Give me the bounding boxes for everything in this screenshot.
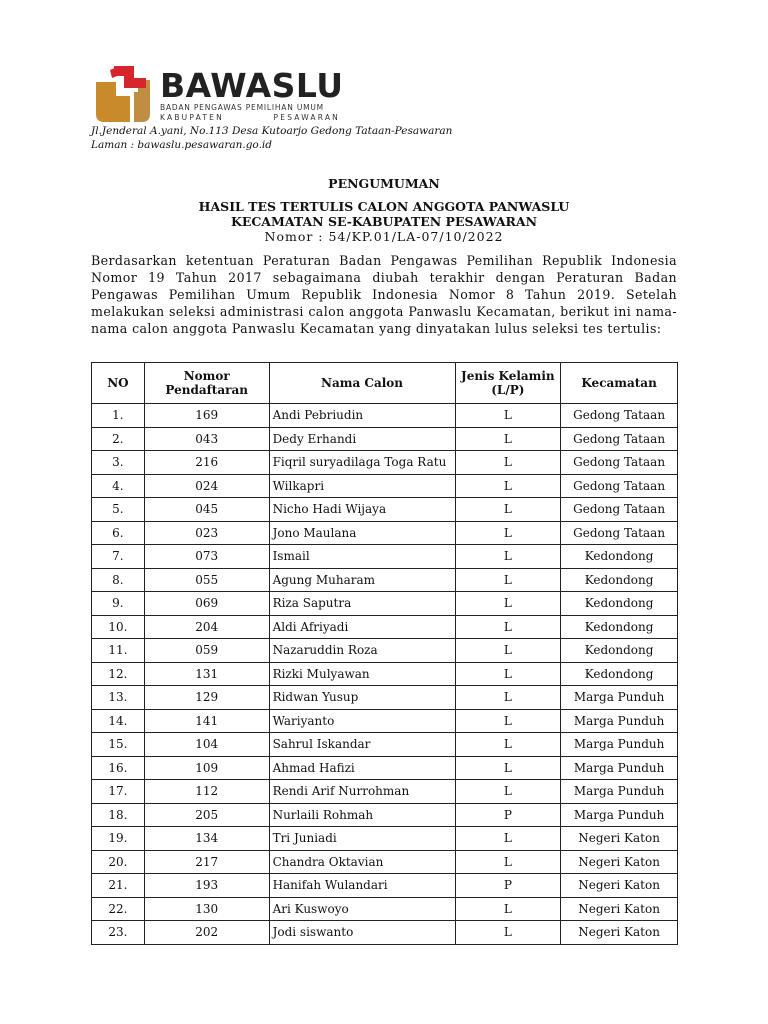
- table-row: [92, 662, 678, 686]
- cell-jenis-kelamin: L: [455, 474, 561, 498]
- table-row: [92, 451, 678, 475]
- cell-nomor-pendaftaran: 131: [144, 662, 269, 686]
- cell-jenis-kelamin: L: [455, 592, 561, 616]
- cell-nomor-pendaftaran: 205: [144, 803, 269, 827]
- column-header-nomor-pendaftaran: Nomor Pendaftaran: [144, 363, 269, 404]
- cell-nomor-pendaftaran: 109: [144, 756, 269, 780]
- column-header-kecamatan: Kecamatan: [561, 363, 678, 404]
- cell-nama-calon: Andi Pebriudin: [269, 404, 455, 428]
- table-row: [92, 427, 678, 451]
- cell-nomor-pendaftaran: 204: [144, 615, 269, 639]
- cell-nomor-pendaftaran: 130: [144, 897, 269, 921]
- cell-nomor-pendaftaran: 104: [144, 733, 269, 757]
- cell-kecamatan: Gedong Tataan: [561, 521, 678, 545]
- cell-kecamatan: Kedondong: [561, 568, 678, 592]
- cell-nama-calon: Ari Kuswoyo: [269, 897, 455, 921]
- cell-no: 18.: [92, 803, 145, 827]
- column-header-jenis-kelamin: Jenis Kelamin (L/P): [455, 363, 561, 404]
- cell-kecamatan: Marga Punduh: [561, 803, 678, 827]
- title-line-2: KECAMATAN SE-KABUPATEN PESAWARAN: [230, 214, 538, 229]
- cell-kecamatan: Negeri Katon: [561, 827, 678, 851]
- brand-region-right: PESAWARAN: [273, 113, 340, 122]
- cell-nomor-pendaftaran: 169: [144, 404, 269, 428]
- table-row: [92, 733, 678, 757]
- cell-nama-calon: Nurlaili Rohmah: [269, 803, 455, 827]
- cell-no: 2.: [92, 427, 145, 451]
- cell-nomor-pendaftaran: 043: [144, 427, 269, 451]
- cell-nomor-pendaftaran: 202: [144, 921, 269, 945]
- table-row: [92, 850, 678, 874]
- cell-kecamatan: Negeri Katon: [561, 874, 678, 898]
- cell-nama-calon: Agung Muharam: [269, 568, 455, 592]
- intro-paragraph: Berdasarkan ketentuan Peraturan Badan Pengawas Pemilihan Republik Indonesia Nomor 19 Tahun 2017 sebagaimana diubah terakhir dengan Peraturan Badan Pengawas Pemilihan Umum Republik Indonesia Nomor 8 Tahun 2019. Setelah melakukan seleksi administrasi calon anggota Panwaslu Kecamatan, berikut ini nama-nama calon anggota Panwaslu Kecamatan yang dinyatakan lulus seleksi tes tertulis:: [91, 253, 677, 336]
- table-row: [92, 568, 678, 592]
- cell-no: 22.: [92, 897, 145, 921]
- cell-nomor-pendaftaran: 045: [144, 498, 269, 522]
- cell-no: 1.: [92, 404, 145, 428]
- table-row: [92, 404, 678, 428]
- cell-nomor-pendaftaran: 059: [144, 639, 269, 663]
- cell-jenis-kelamin: L: [455, 451, 561, 475]
- cell-jenis-kelamin: L: [455, 639, 561, 663]
- cell-kecamatan: Gedong Tataan: [561, 451, 678, 475]
- cell-kecamatan: Gedong Tataan: [561, 498, 678, 522]
- cell-no: 11.: [92, 639, 145, 663]
- cell-nomor-pendaftaran: 129: [144, 686, 269, 710]
- cell-kecamatan: Negeri Katon: [561, 850, 678, 874]
- cell-jenis-kelamin: L: [455, 780, 561, 804]
- cell-jenis-kelamin: L: [455, 921, 561, 945]
- table-row: [92, 521, 678, 545]
- table-header-row: [92, 363, 678, 404]
- cell-nama-calon: Jodi siswanto: [269, 921, 455, 945]
- cell-kecamatan: Gedong Tataan: [561, 427, 678, 451]
- cell-nama-calon: Rendi Arif Nurrohman: [269, 780, 455, 804]
- cell-no: 14.: [92, 709, 145, 733]
- cell-jenis-kelamin: P: [455, 803, 561, 827]
- cell-no: 6.: [92, 521, 145, 545]
- table-row: [92, 780, 678, 804]
- cell-no: 20.: [92, 850, 145, 874]
- announcement-number: Nomor : 54/KP.01/LA-07/10/2022: [264, 229, 504, 244]
- address-block: [91, 124, 452, 152]
- brand-subtitle: BADAN PENGAWAS PEMILIHAN UMUM: [160, 103, 324, 112]
- table-row: [92, 803, 678, 827]
- table-row: [92, 498, 678, 522]
- cell-no: 19.: [92, 827, 145, 851]
- cell-no: 10.: [92, 615, 145, 639]
- brand-region: [160, 113, 340, 123]
- cell-no: 4.: [92, 474, 145, 498]
- cell-no: 12.: [92, 662, 145, 686]
- cell-nama-calon: Nicho Hadi Wijaya: [269, 498, 455, 522]
- table-row: [92, 827, 678, 851]
- cell-nama-calon: Aldi Afriyadi: [269, 615, 455, 639]
- cell-kecamatan: Kedondong: [561, 662, 678, 686]
- cell-nama-calon: Sahrul Iskandar: [269, 733, 455, 757]
- brand-name: BAWASLU: [160, 66, 344, 105]
- results-table: [91, 362, 678, 945]
- cell-nama-calon: Nazaruddin Roza: [269, 639, 455, 663]
- cell-kecamatan: Kedondong: [561, 615, 678, 639]
- table-row: [92, 756, 678, 780]
- cell-no: 21.: [92, 874, 145, 898]
- cell-nomor-pendaftaran: 024: [144, 474, 269, 498]
- cell-jenis-kelamin: L: [455, 521, 561, 545]
- cell-jenis-kelamin: L: [455, 498, 561, 522]
- cell-kecamatan: Marga Punduh: [561, 780, 678, 804]
- cell-nama-calon: Ridwan Yusup: [269, 686, 455, 710]
- cell-no: 9.: [92, 592, 145, 616]
- cell-nama-calon: Fiqril suryadilaga Toga Ratu: [269, 451, 455, 475]
- table-row: [92, 474, 678, 498]
- cell-no: 23.: [92, 921, 145, 945]
- table-row: [92, 545, 678, 569]
- table-row: [92, 921, 678, 945]
- bawaslu-logo-icon: [92, 62, 156, 126]
- cell-nomor-pendaftaran: 023: [144, 521, 269, 545]
- table-row: [92, 615, 678, 639]
- cell-no: 17.: [92, 780, 145, 804]
- brand-region-left: KABUPATEN: [160, 113, 224, 122]
- cell-no: 3.: [92, 451, 145, 475]
- cell-kecamatan: Marga Punduh: [561, 709, 678, 733]
- cell-nomor-pendaftaran: 112: [144, 780, 269, 804]
- cell-nomor-pendaftaran: 134: [144, 827, 269, 851]
- column-header-nama-calon: Nama Calon: [269, 363, 455, 404]
- cell-jenis-kelamin: L: [455, 662, 561, 686]
- cell-jenis-kelamin: L: [455, 756, 561, 780]
- cell-nama-calon: Wariyanto: [269, 709, 455, 733]
- cell-kecamatan: Kedondong: [561, 545, 678, 569]
- cell-jenis-kelamin: L: [455, 709, 561, 733]
- cell-nomor-pendaftaran: 073: [144, 545, 269, 569]
- cell-jenis-kelamin: L: [455, 733, 561, 757]
- cell-jenis-kelamin: L: [455, 615, 561, 639]
- table-row: [92, 709, 678, 733]
- cell-kecamatan: Gedong Tataan: [561, 404, 678, 428]
- cell-kecamatan: Negeri Katon: [561, 897, 678, 921]
- cell-nomor-pendaftaran: 193: [144, 874, 269, 898]
- cell-nama-calon: Ismail: [269, 545, 455, 569]
- cell-jenis-kelamin: L: [455, 568, 561, 592]
- announcement-title: [0, 176, 768, 244]
- cell-nomor-pendaftaran: 055: [144, 568, 269, 592]
- address-line: Jl.Jenderal A.yani, No.113 Desa Kutoarjo Gedong Tataan-Pesawaran: [91, 125, 453, 137]
- cell-kecamatan: Negeri Katon: [561, 921, 678, 945]
- table-row: [92, 639, 678, 663]
- cell-no: 15.: [92, 733, 145, 757]
- website-line: Laman : bawaslu.pesawaran.go.id: [91, 139, 272, 151]
- cell-nama-calon: Hanifah Wulandari: [269, 874, 455, 898]
- cell-nama-calon: Dedy Erhandi: [269, 427, 455, 451]
- cell-no: 8.: [92, 568, 145, 592]
- cell-jenis-kelamin: P: [455, 874, 561, 898]
- cell-no: 16.: [92, 756, 145, 780]
- cell-nomor-pendaftaran: 141: [144, 709, 269, 733]
- cell-kecamatan: Marga Punduh: [561, 733, 678, 757]
- cell-kecamatan: Gedong Tataan: [561, 474, 678, 498]
- cell-nama-calon: Tri Juniadi: [269, 827, 455, 851]
- announcement-heading: PENGUMUMAN: [328, 176, 440, 191]
- table-row: [92, 592, 678, 616]
- cell-nomor-pendaftaran: 217: [144, 850, 269, 874]
- cell-nama-calon: Riza Saputra: [269, 592, 455, 616]
- column-header-no: NO: [92, 363, 145, 404]
- cell-nomor-pendaftaran: 216: [144, 451, 269, 475]
- cell-nama-calon: Ahmad Hafizi: [269, 756, 455, 780]
- cell-jenis-kelamin: L: [455, 827, 561, 851]
- cell-nama-calon: Wilkapri: [269, 474, 455, 498]
- cell-no: 13.: [92, 686, 145, 710]
- cell-nama-calon: Jono Maulana: [269, 521, 455, 545]
- table-row: [92, 897, 678, 921]
- cell-kecamatan: Marga Punduh: [561, 686, 678, 710]
- cell-no: 5.: [92, 498, 145, 522]
- cell-jenis-kelamin: L: [455, 545, 561, 569]
- title-line-1: HASIL TES TERTULIS CALON ANGGOTA PANWASLU: [198, 199, 570, 214]
- table-row: [92, 686, 678, 710]
- cell-kecamatan: Marga Punduh: [561, 756, 678, 780]
- cell-nomor-pendaftaran: 069: [144, 592, 269, 616]
- cell-kecamatan: Kedondong: [561, 592, 678, 616]
- table-row: [92, 874, 678, 898]
- cell-jenis-kelamin: L: [455, 850, 561, 874]
- cell-nama-calon: Chandra Oktavian: [269, 850, 455, 874]
- cell-kecamatan: Kedondong: [561, 639, 678, 663]
- cell-nama-calon: Rizki Mulyawan: [269, 662, 455, 686]
- cell-jenis-kelamin: L: [455, 897, 561, 921]
- cell-jenis-kelamin: L: [455, 427, 561, 451]
- cell-no: 7.: [92, 545, 145, 569]
- cell-jenis-kelamin: L: [455, 404, 561, 428]
- cell-jenis-kelamin: L: [455, 686, 561, 710]
